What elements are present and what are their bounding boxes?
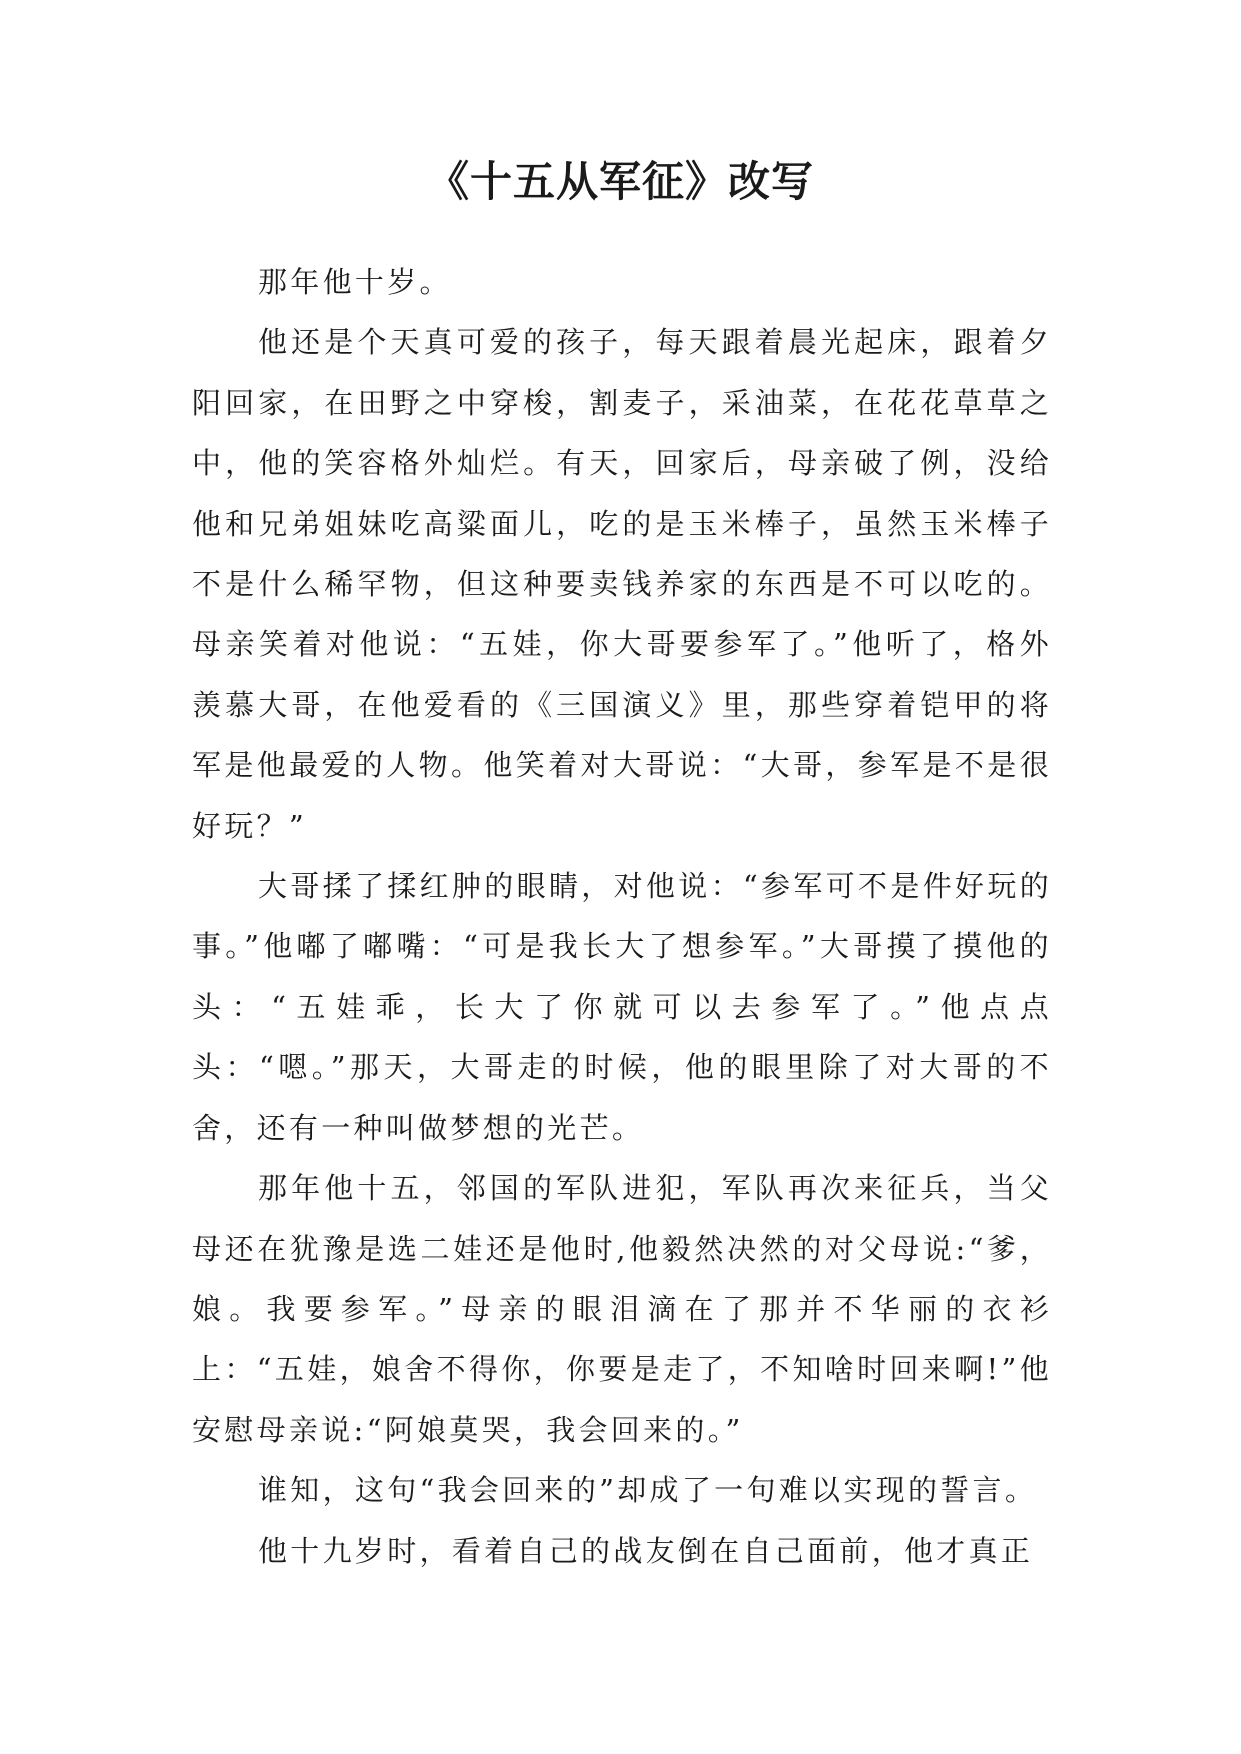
document-body	[192, 252, 1052, 1581]
paragraph: 他十九岁时，看着自己的战友倒在自己面前，他才真正	[258, 1533, 1034, 1568]
paragraph: 谁知，这句“我会回来的”却成了一句难以实现的誓言。	[258, 1473, 1038, 1508]
document-title: 《十五从军征》改写	[426, 157, 814, 206]
paragraph: 那年他十岁。	[258, 265, 452, 299]
paragraph: 大哥揉了揉红肿的眼睛，对他说：“参军可不是件好玩的事。”他嘟了嘟嘴：“可是我长大了想参军。”大哥摸了摸他的头：“五娃乖，长大了你就可以去参军了。”他点点头：“嗯。”那天，大哥走的时候，他的眼里除了对大哥的不舍，还有一种叫做梦想的光芒。	[192, 869, 1052, 1145]
paragraph: 他还是个天真可爱的孩子，每天跟着晨光起床，跟着夕阳回家，在田野之中穿梭，割麦子，采油菜，在花花草草之中，他的笑容格外灿烂。有天，回家后，母亲破了例，没给他和兄弟姐妹吃高粱面儿，吃的是玉米棒子，虽然玉米棒子不是什么稀罕物，但这种要卖钱养家的东西是不可以吃的。母亲笑着对他说：“五娃，你大哥要参军了。”他听了，格外羡慕大哥，在他爱看的《三国演义》里，那些穿着铠甲的将军是他最爱的人物。他笑着对大哥说：“大哥，参军是不是很好玩？”	[192, 325, 1052, 843]
paragraph: 那年他十五，邻国的军队进犯，军队再次来征兵，当父母还在犹豫是选二娃还是他时,他毅然决然的对父母说:“爹，娘。我要参军。”母亲的眼泪滴在了那并不华丽的衣衫上：“五娃，娘舍不得你，你要是走了，不知啥时回来啊!”他安慰母亲说:“阿娘莫哭，我会回来的。”	[192, 1171, 1052, 1447]
